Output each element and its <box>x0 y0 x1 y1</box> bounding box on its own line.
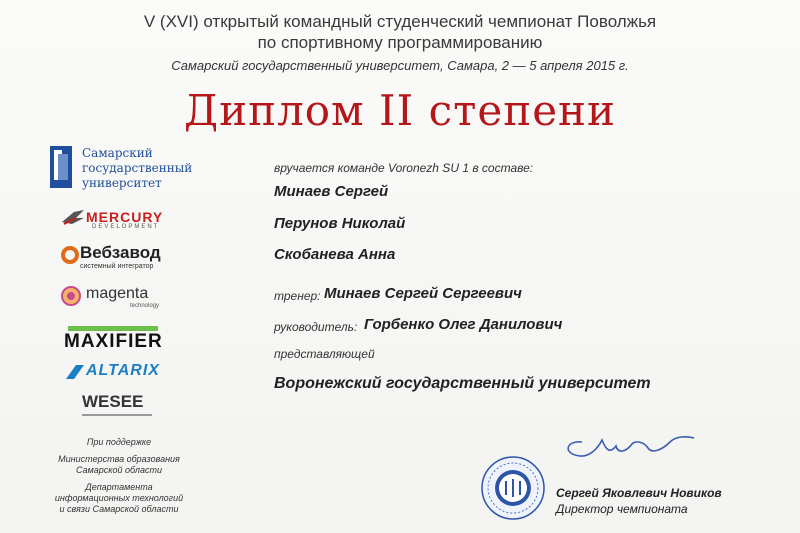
support-line-1: При поддержке <box>86 437 152 447</box>
university-name: Воронежский государственный университет <box>274 375 651 392</box>
mercury-name: MERCURY <box>86 209 164 225</box>
support-line-4: Департамента <box>85 482 153 492</box>
mercury-logo <box>60 204 180 234</box>
award-intro: вручается команде Voronezh SU 1 в составе: <box>274 161 534 175</box>
header-line-1: V (XVI) открытый командный студенческий чемпионат Поволжья <box>143 12 657 31</box>
support-line-5: информационных технологий <box>54 493 184 503</box>
signature <box>552 420 702 460</box>
wesee-line-icon <box>82 413 152 417</box>
support-line-3: Самарской области <box>75 465 162 475</box>
representing-label: представляющей <box>274 347 375 361</box>
signatory-name: Сергей Яковлевич Новиков <box>556 486 722 500</box>
header-line-2: по спортивному программированию <box>257 33 543 52</box>
ssu-name-line-1: Самарский <box>82 146 153 160</box>
maxifier-logo <box>64 325 174 353</box>
support-block <box>30 437 208 515</box>
team-member-1: Минаев Сергей <box>274 183 389 200</box>
mercury-wing-icon <box>60 206 86 228</box>
ssu-name-line-3: университет <box>82 176 162 190</box>
signatory-role: Директор чемпионата <box>556 502 688 516</box>
magenta-name: magenta <box>86 285 149 302</box>
wesee-logo <box>82 392 162 418</box>
webzavod-ring-icon <box>60 245 80 265</box>
wesee-name: WESEE <box>82 392 144 411</box>
header-line-3: Самарский государственный университет, Самара, 2 — 5 апреля 2015 г. <box>171 58 629 73</box>
ssu-logo <box>48 144 193 194</box>
magenta-sub: technology <box>130 303 160 309</box>
support-line-6: и связи Самарской области <box>59 504 179 514</box>
leader-label: руководитель: <box>274 320 358 334</box>
webzavod-name: Вебзавод <box>80 243 161 262</box>
maxifier-name: MAXIFIER <box>64 331 163 352</box>
support-line-2: Министерства образования <box>58 454 180 464</box>
team-member-2: Перунов Николай <box>274 215 406 232</box>
magenta-globe-icon <box>60 285 82 307</box>
team-member-3: Скобанева Анна <box>274 246 396 263</box>
faculty-seal-icon <box>480 455 546 521</box>
altarix-logo <box>64 362 174 384</box>
leader-name: Горбенко Олег Данилович <box>364 316 563 333</box>
altarix-name: ALTARIX <box>86 362 160 379</box>
ssu-emblem-icon <box>48 144 76 190</box>
coach-name: Минаев Сергей Сергеевич <box>324 285 522 302</box>
coach-label: тренер: <box>274 289 321 303</box>
magenta-logo <box>60 285 180 313</box>
webzavod-sub: системный интегратор <box>80 263 154 270</box>
mercury-sub: DEVELOPMENT <box>92 224 160 230</box>
altarix-arrow-icon <box>64 363 86 381</box>
ssu-name-line-2: государственный <box>82 161 193 175</box>
webzavod-logo <box>60 243 190 273</box>
diploma-title: Диплом II степени <box>183 86 617 135</box>
